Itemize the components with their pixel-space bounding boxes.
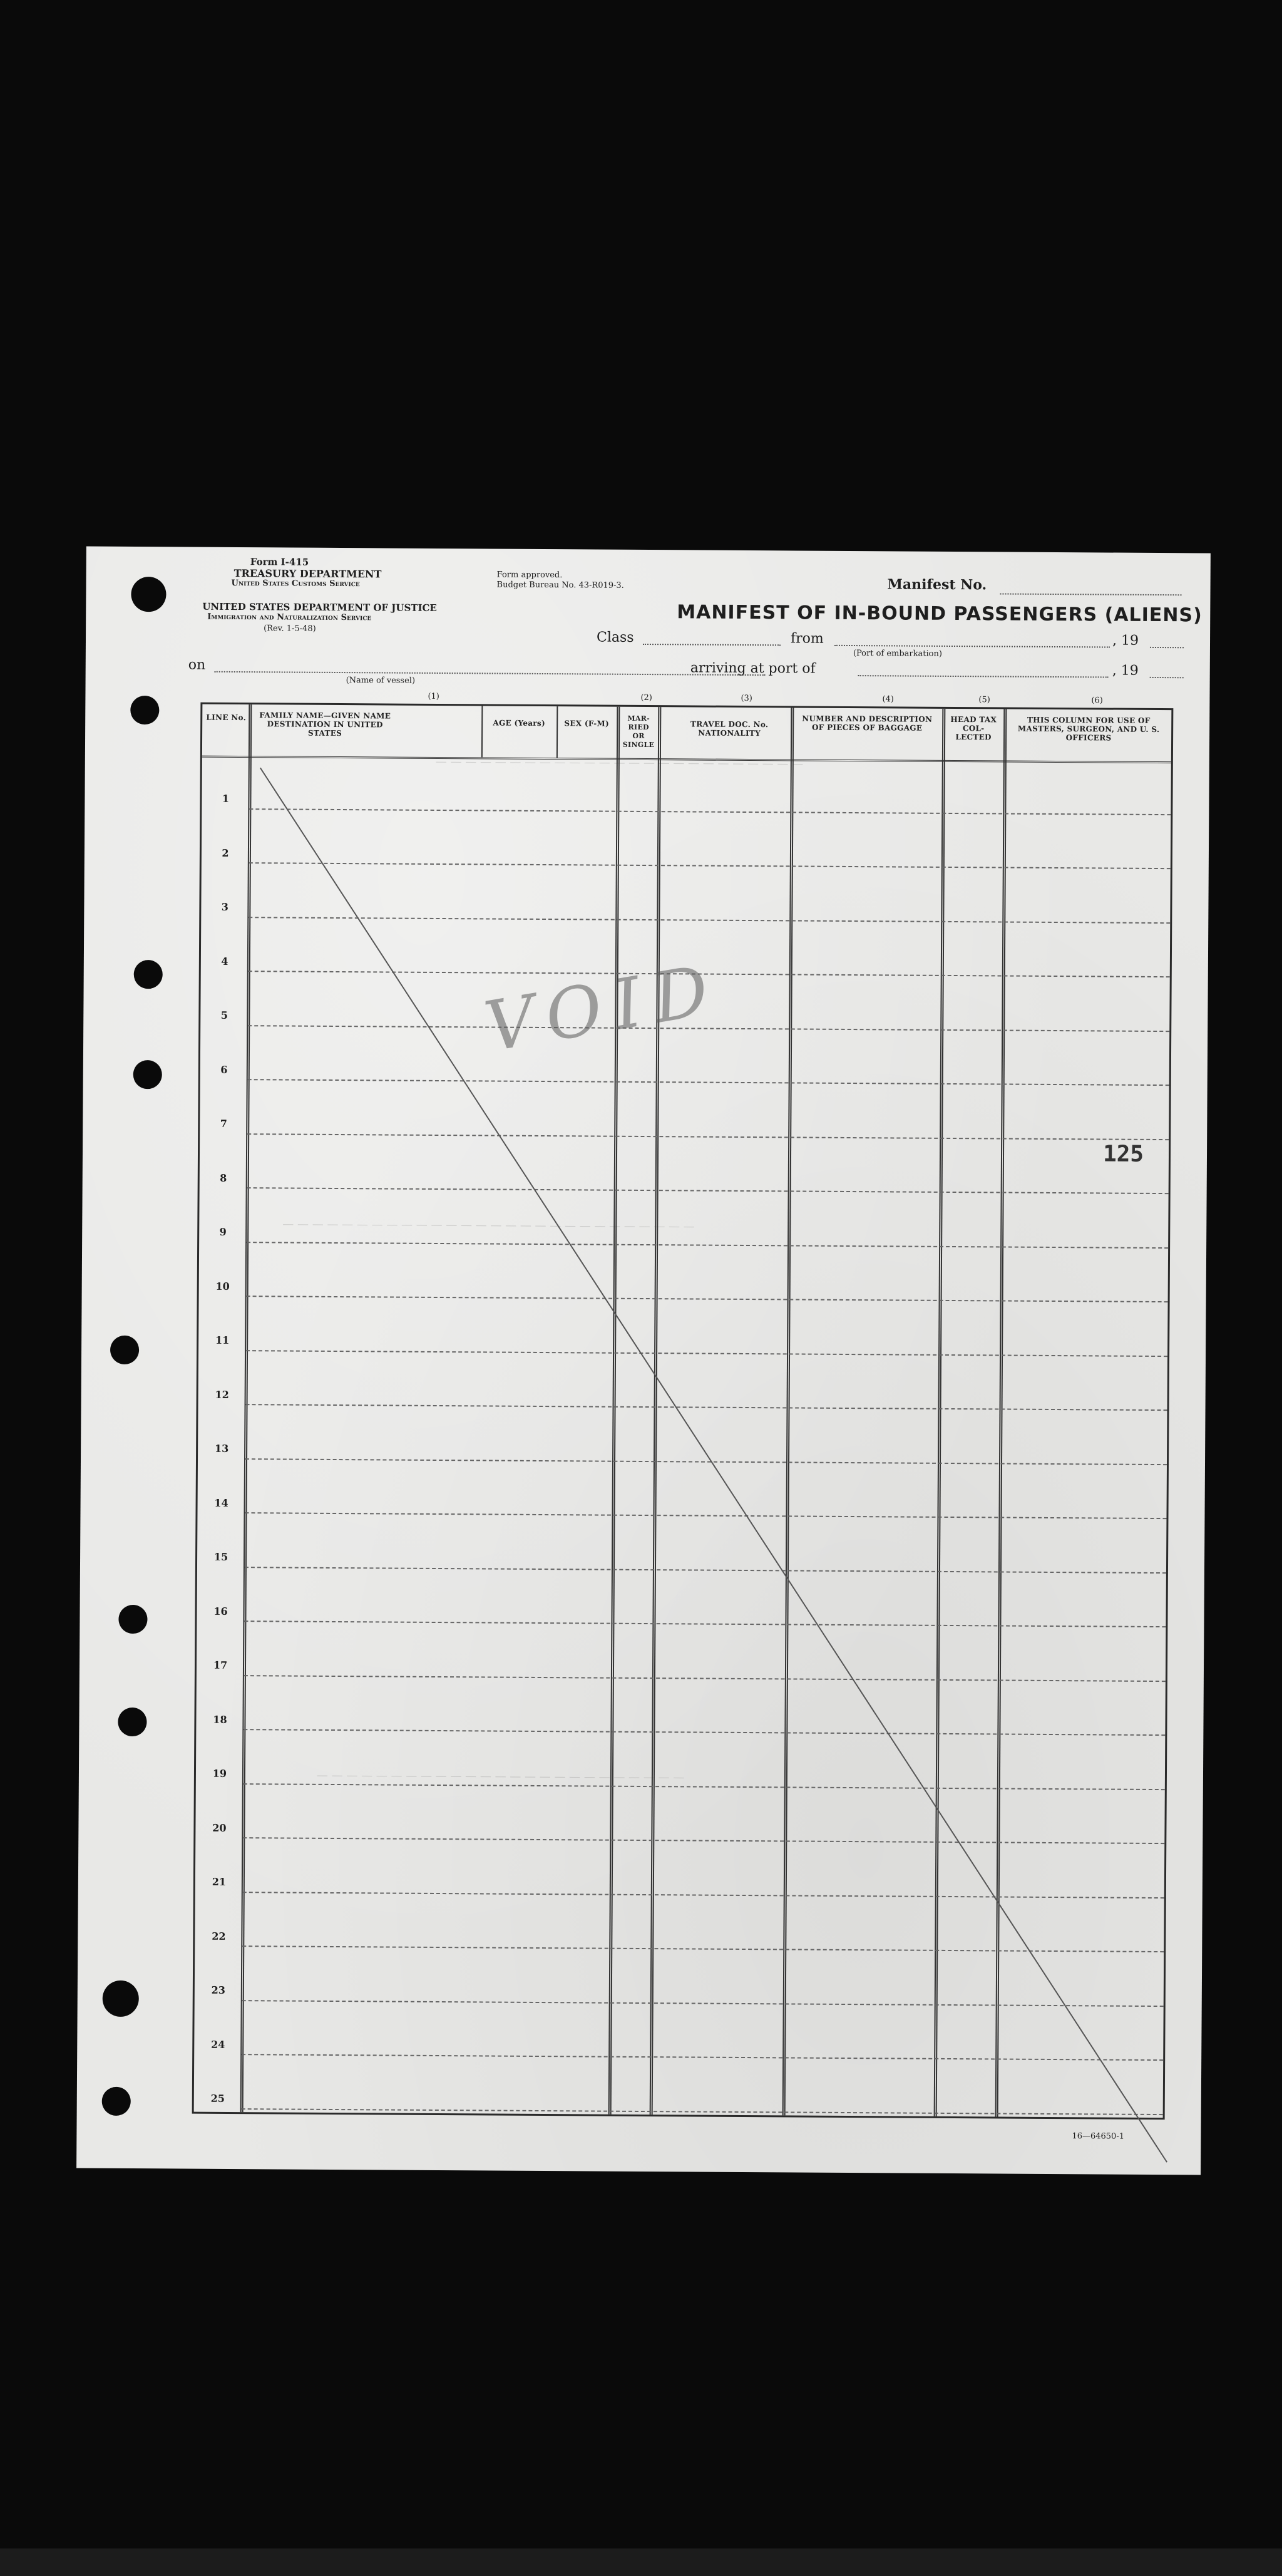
col-header-head-tax: HEAD TAX COL-LECTED — [950, 714, 997, 742]
col-header-age: AGE (Years) — [493, 718, 546, 728]
line-number: 25 — [210, 2092, 225, 2105]
line-number: 23 — [211, 1984, 226, 1996]
line-number: 21 — [212, 1875, 227, 1888]
line-number: 2 — [222, 847, 229, 859]
line-number: 24 — [211, 2038, 225, 2051]
immigration-service: Immigration and Naturalization Service — [207, 612, 372, 623]
line-number: 7 — [220, 1117, 227, 1130]
col-header-family-name: FAMILY NAME—GIVEN NAME DESTINATION IN UNITED STATES — [259, 711, 391, 738]
col-header-baggage: NUMBER AND DESCRIPTION OF PIECES OF BAGGAGE — [802, 714, 933, 733]
line-number: 13 — [214, 1442, 229, 1455]
stamped-number: 125 — [1102, 1141, 1144, 1167]
col-header-travel-doc: TRAVEL DOC. No. NATIONALITY — [690, 719, 769, 738]
line-number: 4 — [221, 955, 228, 967]
revision-date: (Rev. 1-5-48) — [264, 624, 316, 634]
col-header-officers: THIS COLUMN FOR USE OF MASTERS, SURGEON, AND U. S. OFFICERS — [1017, 715, 1160, 743]
line-number: 17 — [213, 1659, 228, 1671]
column-number: (6) — [1091, 696, 1103, 706]
bleed-through-text: — — — — — — — — — — — — — — — — — — — — — — — — — — [316, 1768, 685, 1785]
dept-of-justice: UNITED STATES DEPARTMENT OF JUSTICE — [202, 600, 437, 614]
arriving-label: arriving at port of — [690, 660, 816, 677]
line-number: 20 — [212, 1821, 227, 1834]
line-number: 1 — [222, 792, 230, 805]
manifest-title: MANIFEST OF IN-BOUND PASSENGERS (ALIENS) — [677, 601, 1203, 627]
line-number: 16 — [213, 1605, 228, 1617]
customs-service: United States Customs Service — [231, 578, 360, 589]
on-label: on — [188, 657, 206, 673]
port-of-embarkation-caption: (Port of embarkation) — [853, 649, 943, 659]
line-number: 9 — [219, 1225, 227, 1238]
year-label-1: , 19 — [1112, 632, 1139, 649]
col-header-married: MAR-RIED OR SINGLE — [622, 714, 655, 750]
form-approved: Form approved. — [496, 570, 563, 580]
year-label-2: , 19 — [1112, 662, 1139, 679]
from-label: from — [790, 631, 824, 647]
line-number: 18 — [213, 1713, 227, 1726]
line-number: 14 — [214, 1497, 228, 1509]
budget-bureau-number: Budget Bureau No. 43-R019-3. — [496, 580, 624, 590]
line-number: 5 — [220, 1009, 228, 1021]
bleed-through-text: — — — — — — — — — — — — — — — — — — — — — — — — — — [435, 755, 804, 771]
form-number: Form I-415 — [250, 556, 309, 568]
manifest-form-page — [76, 547, 1211, 2175]
line-number: 10 — [215, 1280, 230, 1292]
col-header-line-no: LINE No. — [206, 713, 247, 723]
col-header-sex: SEX (F-M) — [564, 719, 610, 728]
footer-print-code: 16—64650-1 — [1072, 2131, 1125, 2141]
manifest-no-label: Manifest No. — [887, 576, 987, 594]
line-number: 12 — [215, 1388, 229, 1401]
line-number: 19 — [212, 1767, 227, 1780]
column-number: (5) — [978, 695, 990, 705]
film-strip-edge — [0, 2548, 1282, 2576]
treasury-department: TREASURY DEPARTMENT — [233, 567, 382, 580]
column-number: (3) — [741, 693, 752, 704]
column-number: (2) — [640, 693, 652, 703]
void-cancellation-line — [76, 547, 1211, 2175]
line-number: 8 — [220, 1172, 227, 1184]
line-number: 11 — [215, 1334, 230, 1346]
class-label: Class — [596, 629, 634, 646]
void-handwriting: VOID — [479, 948, 727, 1068]
vessel-name-caption: (Name of vessel) — [346, 676, 416, 686]
line-number: 3 — [221, 900, 229, 913]
column-number: (1) — [428, 691, 439, 701]
line-number: 22 — [212, 1930, 226, 1942]
line-number: 6 — [220, 1063, 228, 1076]
bleed-through-text: — — — — — — — — — — — — — — — — — — — — — — — — — — — — — [282, 1217, 695, 1234]
line-number: 15 — [213, 1550, 228, 1563]
column-number: (4) — [882, 694, 894, 704]
